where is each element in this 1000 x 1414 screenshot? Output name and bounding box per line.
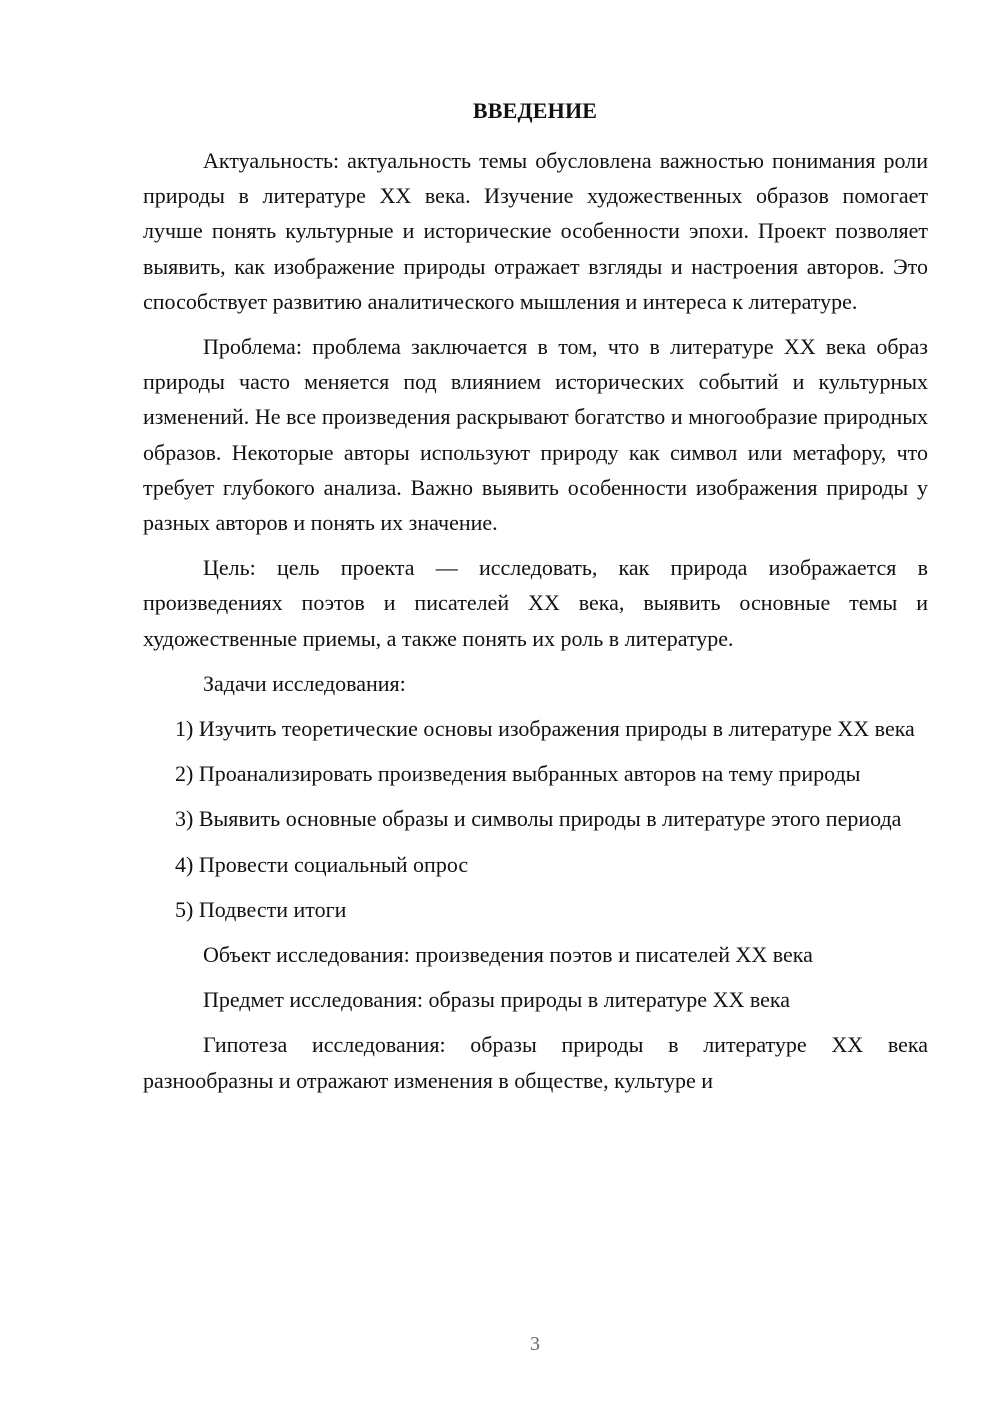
goal-paragraph: Цель: цель проекта — исследовать, как природа изображается в произведениях поэтов и писателей XX века, выявить основные темы и художественные приемы, а также понять их роль в литературе. bbox=[143, 555, 928, 651]
page-number: 3 bbox=[530, 1333, 540, 1355]
document-body bbox=[143, 143, 928, 1098]
task-item-2: 2) Проанализировать произведения выбранных авторов на тему природы bbox=[175, 761, 861, 787]
subject-paragraph: Предмет исследования: образы природы в литературе XX века bbox=[203, 987, 790, 1013]
object-paragraph: Объект исследования: произведения поэтов и писателей XX века bbox=[203, 942, 813, 968]
page-title: ВВЕДЕНИЕ bbox=[472, 98, 598, 123]
task-item-4: 4) Провести социальный опрос bbox=[175, 851, 469, 877]
problem-paragraph: Проблема: проблема заключается в том, что в литературе XX века образ природы часто меняется под влиянием исторических событий и культурных изменений. Не все произведения раскрывают богатство и многообразие природных образов. Некоторые авторы используют природу как символ или метафору, что требует глубокого анализа. Важно выявить особенности изображения природы у разных авторов и понять их значение. bbox=[143, 334, 928, 536]
hypothesis-paragraph: Гипотеза исследования: образы природы в литературе XX века разнообразны и отражают изменения в обществе, культуре и bbox=[143, 1032, 928, 1093]
relevance-paragraph: Актуальность: актуальность темы обусловлена важностью понимания роли природы в литературе XX века. Изучение художественных образов помогает лучше понять культурные и исторические особенности эпохи. Проект позволяет выявить, как изображение природы отражает взгляды и настроения авторов. Это способствует развитию аналитического мышления и интереса к литературе. bbox=[143, 148, 928, 314]
task-item-1: 1) Изучить теоретические основы изображения природы в литературе XX века bbox=[175, 716, 915, 742]
task-item-3: 3) Выявить основные образы и символы природы в литературе этого периода bbox=[175, 806, 902, 832]
tasks-heading: Задачи исследования: bbox=[203, 670, 406, 696]
task-item-5: 5) Подвести итоги bbox=[175, 896, 347, 922]
